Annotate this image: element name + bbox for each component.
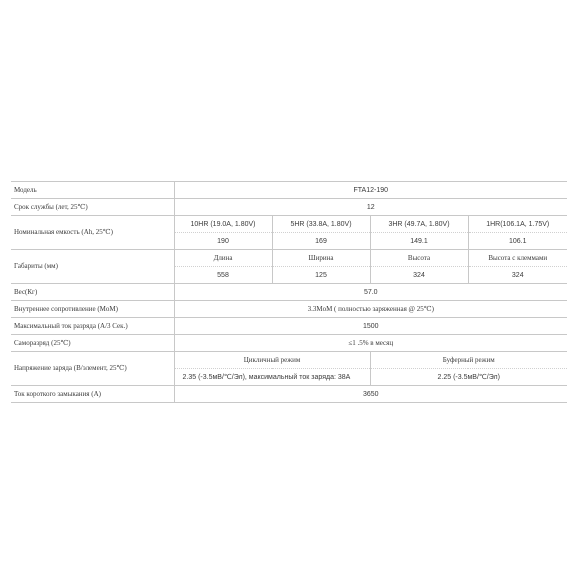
row-capacity-headers <box>11 216 567 233</box>
self-discharge-label: Саморазряд (25℃) <box>11 335 174 352</box>
model-value: FTA12-190 <box>174 182 567 199</box>
model-label: Модель <box>11 182 174 199</box>
dimensions-value-length: 558 <box>174 267 272 284</box>
dimensions-value-width: 125 <box>272 267 370 284</box>
dimensions-header-height: Высота <box>370 250 468 267</box>
row-max-discharge <box>11 318 567 335</box>
dimensions-value-total-height: 324 <box>468 267 567 284</box>
dimensions-value-height: 324 <box>370 267 468 284</box>
charge-voltage-value-float: 2.25 (-3.5мВ/℃/Эл) <box>370 369 567 386</box>
charge-voltage-label: Напряжение заряда (В/элемент, 25℃) <box>11 352 174 386</box>
charge-voltage-header-cycle: Цикличный режим <box>174 352 370 369</box>
dimensions-label: Габариты (мм) <box>11 250 174 284</box>
short-circuit-label: Ток короткого замыкания (A) <box>11 386 174 403</box>
row-dimensions-headers <box>11 250 567 267</box>
charge-voltage-value-cycle: 2.35 (-3.5мВ/℃/Эл), максимальный ток заряда: 38A <box>174 369 370 386</box>
row-service-life <box>11 199 567 216</box>
max-discharge-value: 1500 <box>174 318 567 335</box>
capacity-header-5hr: 5HR (33.8A, 1.80V) <box>272 216 370 233</box>
capacity-value-10hr: 190 <box>174 233 272 250</box>
dimensions-header-length: Длина <box>174 250 272 267</box>
capacity-value-5hr: 169 <box>272 233 370 250</box>
max-discharge-label: Максимальный ток разряда (A/3 Сек.) <box>11 318 174 335</box>
capacity-label: Номинальная емкость (Ah, 25℃) <box>11 216 174 250</box>
capacity-header-1hr: 1HR(106.1A, 1.75V) <box>468 216 567 233</box>
service-life-value: 12 <box>174 199 567 216</box>
row-self-discharge <box>11 335 567 352</box>
row-internal-resistance <box>11 301 567 318</box>
row-short-circuit <box>11 386 567 403</box>
weight-value: 57.0 <box>174 284 567 301</box>
capacity-value-3hr: 149.1 <box>370 233 468 250</box>
internal-resistance-label: Внутреннее сопротивление (MoM) <box>11 301 174 318</box>
capacity-header-3hr: 3HR (49.7A, 1.80V) <box>370 216 468 233</box>
battery-spec-table <box>11 181 567 403</box>
dimensions-header-total-height: Высота с клеммами <box>468 250 567 267</box>
capacity-value-1hr: 106.1 <box>468 233 567 250</box>
dimensions-header-width: Ширина <box>272 250 370 267</box>
short-circuit-value: 3650 <box>174 386 567 403</box>
service-life-label: Срок службы (лет, 25℃) <box>11 199 174 216</box>
capacity-header-10hr: 10HR (19.0A, 1.80V) <box>174 216 272 233</box>
row-weight <box>11 284 567 301</box>
charge-voltage-header-float: Буферный режим <box>370 352 567 369</box>
weight-label: Вес(Кг) <box>11 284 174 301</box>
self-discharge-value: ≤1 .5% в месяц <box>174 335 567 352</box>
row-model <box>11 182 567 199</box>
internal-resistance-value: 3.3MoM ( полностью заряженная @ 25℃) <box>174 301 567 318</box>
row-charge-voltage-headers <box>11 352 567 369</box>
